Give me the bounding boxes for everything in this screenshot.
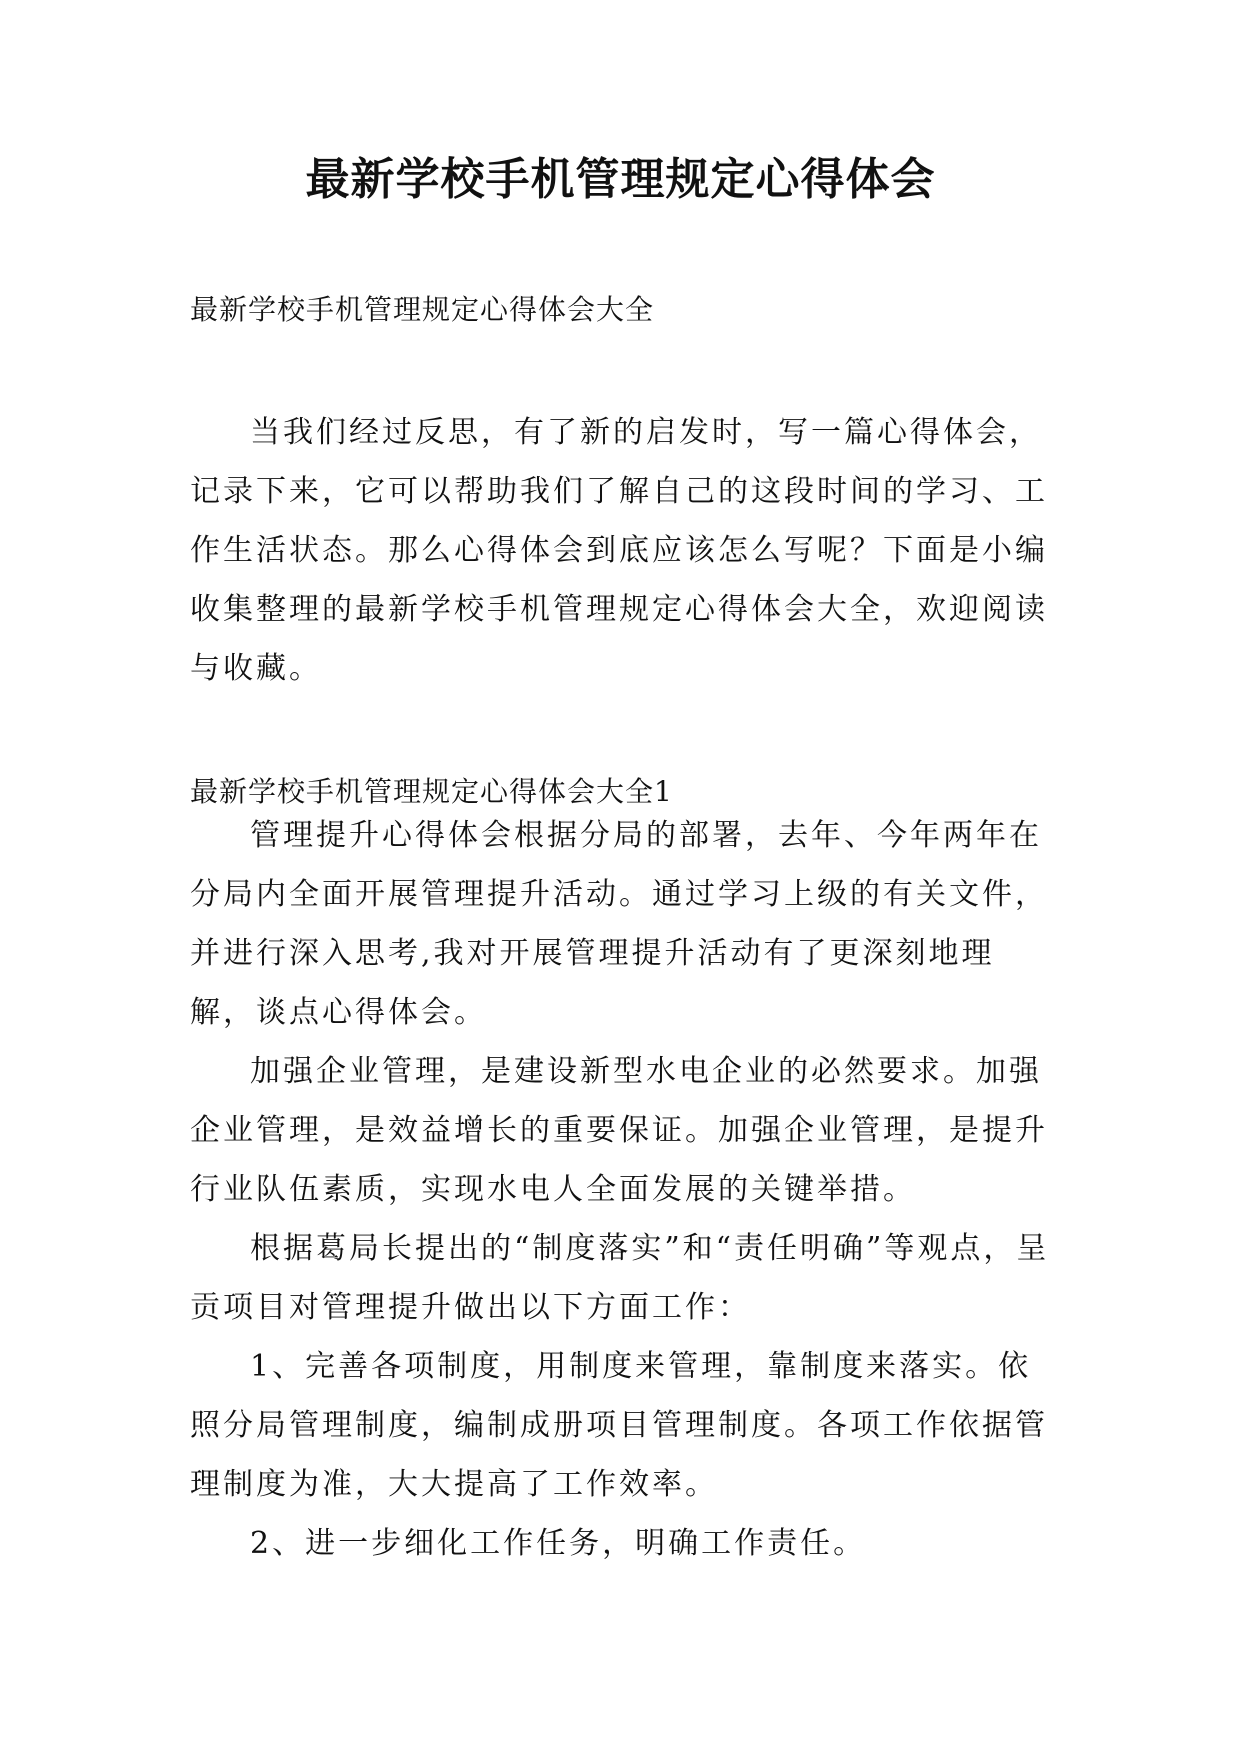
document-subtitle: 最新学校手机管理规定心得体会大全 (190, 293, 655, 326)
section-body (190, 806, 1060, 1573)
document-title: 最新学校手机管理规定心得体会 (305, 154, 936, 205)
body-paragraph-1: 管理提升心得体会根据分局的部署，去年、今年两年在分局内全面开展管理提升活动。通过学习上级的有关文件，并进行深入思考,我对开展管理提升活动有了更深刻地理解，谈点心得体会。 (190, 818, 1048, 1030)
body-paragraph-2: 加强企业管理，是建设新型水电企业的必然要求。加强企业管理，是效益增长的重要保证。加强企业管理，是提升行业队伍素质，实现水电人全面发展的关键举措。 (190, 1054, 1048, 1207)
section-heading: 最新学校手机管理规定心得体会大全1 (190, 775, 673, 808)
body-paragraph-4: 1、完善各项制度，用制度来管理，靠制度来落实。依照分局管理制度，编制成册项目管理制度。各项工作依据管理制度为准，大大提高了工作效率。 (190, 1349, 1048, 1502)
body-paragraph-5: 2、进一步细化工作任务，明确工作责任。 (250, 1526, 867, 1561)
intro-section (190, 403, 1060, 698)
intro-paragraph: 当我们经过反思，有了新的启发时，写一篇心得体会，记录下来，它可以帮助我们了解自己的这段时间的学习、工作生活状态。那么心得体会到底应该怎么写呢？下面是小编收集整理的最新学校手机管理规定心得体会大全，欢迎阅读与收藏。 (190, 415, 1048, 686)
body-paragraph-3: 根据葛局长提出的“制度落实”和“责任明确”等观点，呈贡项目对管理提升做出以下方面工作： (190, 1231, 1050, 1325)
